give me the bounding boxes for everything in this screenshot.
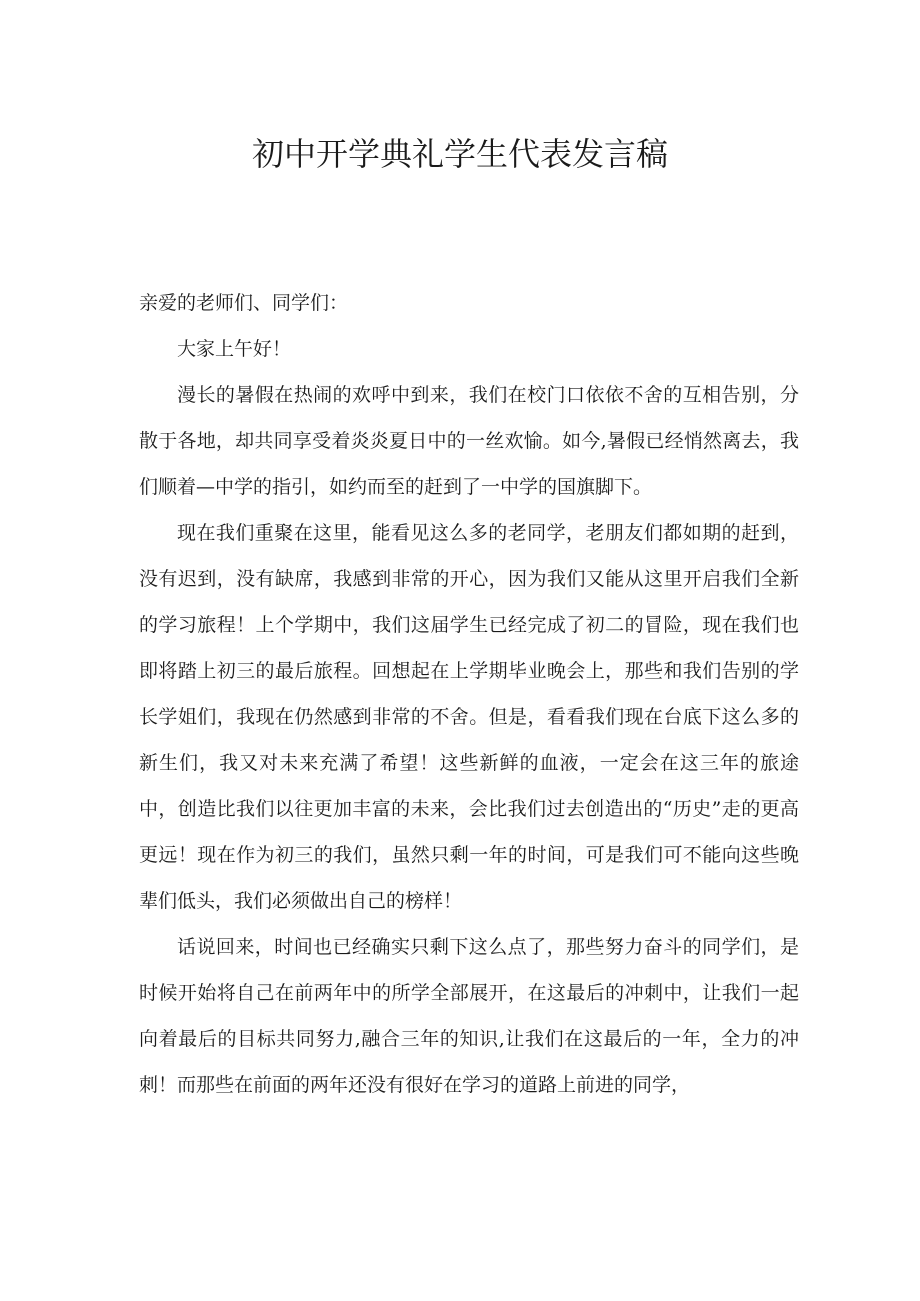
paragraph-greeting: 亲爱的老师们、同学们：	[139, 292, 349, 314]
document-body	[139, 280, 799, 1108]
paragraph-hello: 大家上午好！	[177, 338, 292, 360]
paragraph-final-sprint: 话说回来，时间也已经确实只剩下这么点了，那些努力奋斗的同学们，是时候开始将自己在前两年中的所学全部展开，在这最后的冲刺中，让我们一起向着最后的目标共同努力,融合三年的知识,让我们在这最后的一年，全力的冲刺！而那些在前面的两年还没有很好在学习的道路上前进的同学，	[139, 936, 799, 1096]
paragraph-summer: 漫长的暑假在热闹的欢呼中到来，我们在校门口依依不舍的互相告别，分散于各地，却共同享受着炎炎夏日中的一丝欢愉。如今,暑假已经悄然离去，我们顺着—中学的指引，如约而至的赶到了一中学的国旗脚下。	[139, 384, 799, 498]
paragraph-reunion: 现在我们重聚在这里，能看见这么多的老同学，老朋友们都如期的赶到，没有迟到，没有缺席，我感到非常的开心，因为我们又能从这里开启我们全新的学习旅程！上个学期中，我们这届学生已经完成了初二的冒险，现在我们也即将踏上初三的最后旅程。回想起在上学期毕业晚会上，那些和我们告别的学长学姐们，我现在仍然感到非常的不舍。但是，看看我们现在台底下这么多的新生们，我又对未来充满了希望！这些新鲜的血液，一定会在这三年的旅途中，创造比我们以往更加丰富的未来，会比我们过去创造出的“历史”走的更高更远！现在作为初三的我们，虽然只剩一年的时间，可是我们可不能向这些晚辈们低头，我们必须做出自己的榜样！	[139, 522, 799, 912]
document-title: 初中开学典礼学生代表发言稿	[251, 135, 668, 173]
